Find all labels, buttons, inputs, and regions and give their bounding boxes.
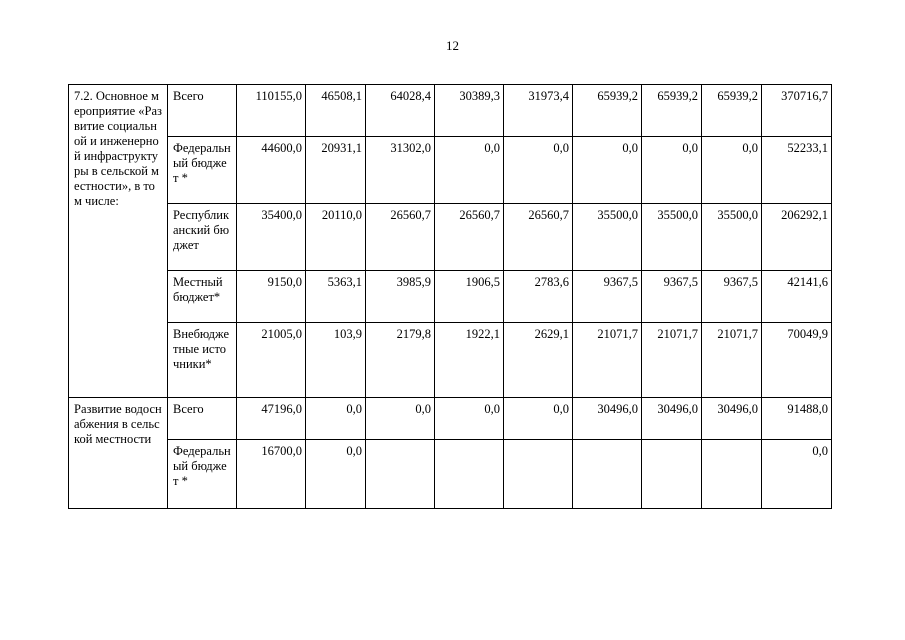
cell-value: 26560,7 bbox=[504, 204, 573, 271]
row-label: Республиканский бюджет bbox=[168, 204, 237, 271]
cell-value: 0,0 bbox=[435, 137, 504, 204]
table-row bbox=[69, 137, 832, 204]
cell-value: 2629,1 bbox=[504, 323, 573, 398]
cell-value: 9367,5 bbox=[702, 271, 762, 323]
cell-value: 31302,0 bbox=[366, 137, 435, 204]
table-row bbox=[69, 323, 832, 398]
row-label: Всего bbox=[168, 398, 237, 440]
cell-value bbox=[642, 440, 702, 509]
cell-value: 26560,7 bbox=[366, 204, 435, 271]
cell-value: 103,9 bbox=[306, 323, 366, 398]
cell-value bbox=[702, 440, 762, 509]
cell-value: 110155,0 bbox=[237, 85, 306, 137]
row-label: Федеральный бюджет * bbox=[168, 440, 237, 509]
table-row bbox=[69, 398, 832, 440]
cell-value: 35500,0 bbox=[573, 204, 642, 271]
cell-value: 0,0 bbox=[642, 137, 702, 204]
cell-value: 64028,4 bbox=[366, 85, 435, 137]
cell-value: 35500,0 bbox=[702, 204, 762, 271]
cell-value: 0,0 bbox=[306, 440, 366, 509]
cell-value: 46508,1 bbox=[306, 85, 366, 137]
cell-value: 20931,1 bbox=[306, 137, 366, 204]
cell-value bbox=[435, 440, 504, 509]
cell-value bbox=[504, 440, 573, 509]
cell-value: 30496,0 bbox=[642, 398, 702, 440]
cell-value: 9150,0 bbox=[237, 271, 306, 323]
cell-value: 20110,0 bbox=[306, 204, 366, 271]
cell-value: 206292,1 bbox=[762, 204, 832, 271]
cell-value: 0,0 bbox=[762, 440, 832, 509]
cell-value bbox=[366, 440, 435, 509]
cell-value: 30496,0 bbox=[573, 398, 642, 440]
table-row bbox=[69, 85, 832, 137]
table-row bbox=[69, 204, 832, 271]
cell-value: 65939,2 bbox=[573, 85, 642, 137]
cell-value: 30496,0 bbox=[702, 398, 762, 440]
cell-value: 2179,8 bbox=[366, 323, 435, 398]
row-label: Всего bbox=[168, 85, 237, 137]
cell-value: 1906,5 bbox=[435, 271, 504, 323]
cell-value: 35500,0 bbox=[642, 204, 702, 271]
cell-value: 31973,4 bbox=[504, 85, 573, 137]
section-title: 7.2. Основное мероприятие «Развитие социальной и инженерной инфраструктуры в сельской местности», в том числе: bbox=[69, 85, 168, 398]
cell-value: 16700,0 bbox=[237, 440, 306, 509]
cell-value bbox=[573, 440, 642, 509]
cell-value: 1922,1 bbox=[435, 323, 504, 398]
cell-value: 370716,7 bbox=[762, 85, 832, 137]
cell-value: 0,0 bbox=[504, 398, 573, 440]
row-label: Местный бюджет* bbox=[168, 271, 237, 323]
cell-value: 30389,3 bbox=[435, 85, 504, 137]
cell-value: 26560,7 bbox=[435, 204, 504, 271]
cell-value: 2783,6 bbox=[504, 271, 573, 323]
cell-value: 0,0 bbox=[702, 137, 762, 204]
table-row bbox=[69, 271, 832, 323]
cell-value: 21071,7 bbox=[642, 323, 702, 398]
cell-value: 42141,6 bbox=[762, 271, 832, 323]
cell-value: 91488,0 bbox=[762, 398, 832, 440]
cell-value: 21071,7 bbox=[702, 323, 762, 398]
cell-value: 0,0 bbox=[306, 398, 366, 440]
table-row bbox=[69, 440, 832, 509]
cell-value: 47196,0 bbox=[237, 398, 306, 440]
budget-table bbox=[68, 84, 832, 509]
cell-value: 0,0 bbox=[504, 137, 573, 204]
row-label: Внебюджетные источники* bbox=[168, 323, 237, 398]
cell-value: 5363,1 bbox=[306, 271, 366, 323]
cell-value: 9367,5 bbox=[642, 271, 702, 323]
cell-value: 21005,0 bbox=[237, 323, 306, 398]
cell-value: 65939,2 bbox=[702, 85, 762, 137]
cell-value: 44600,0 bbox=[237, 137, 306, 204]
cell-value: 0,0 bbox=[573, 137, 642, 204]
cell-value: 3985,9 bbox=[366, 271, 435, 323]
cell-value: 70049,9 bbox=[762, 323, 832, 398]
page-number: 12 bbox=[446, 38, 459, 53]
cell-value: 21071,7 bbox=[573, 323, 642, 398]
section-title: Развитие водоснабжения в сельской местности bbox=[69, 398, 168, 509]
cell-value: 9367,5 bbox=[573, 271, 642, 323]
cell-value: 52233,1 bbox=[762, 137, 832, 204]
cell-value: 35400,0 bbox=[237, 204, 306, 271]
cell-value: 0,0 bbox=[435, 398, 504, 440]
row-label: Федеральный бюджет * bbox=[168, 137, 237, 204]
cell-value: 65939,2 bbox=[642, 85, 702, 137]
cell-value: 0,0 bbox=[366, 398, 435, 440]
